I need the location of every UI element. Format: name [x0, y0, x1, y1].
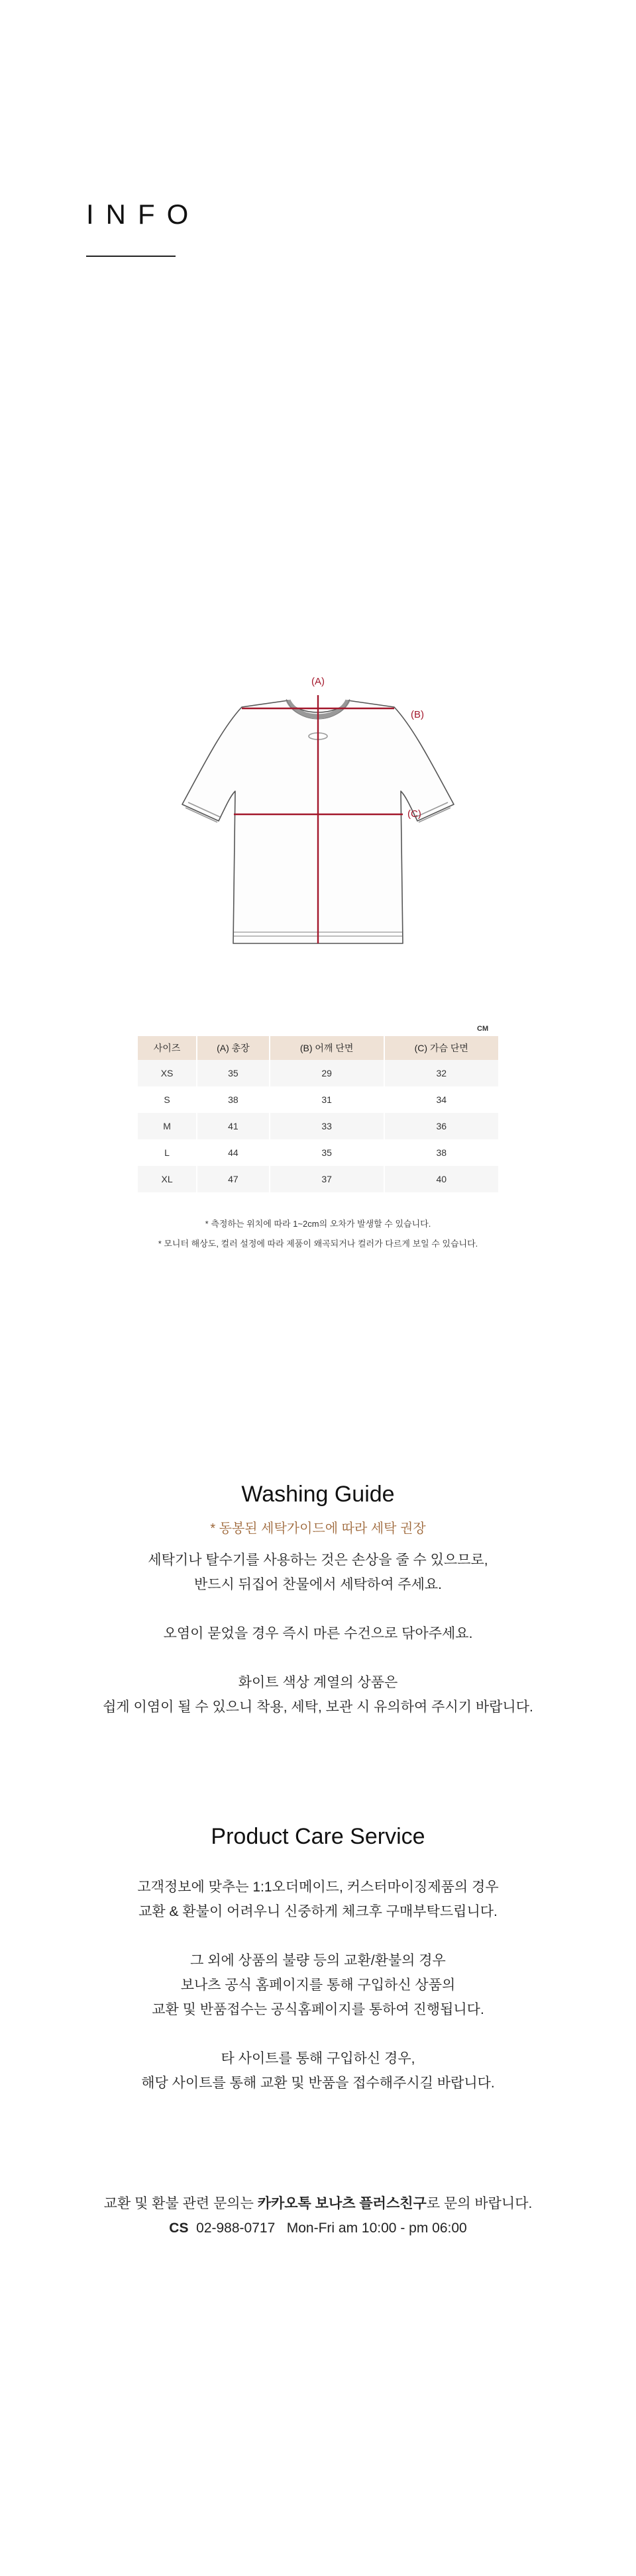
text-line: 교환 & 환불이 어려우니 신중하게 체크후 구매부탁드립니다. [138, 1904, 498, 1919]
unit-label: CM [477, 1025, 489, 1033]
table-cell: 33 [270, 1113, 384, 1139]
size-note-2: * 모니터 해상도, 컬러 설정에 따라 제품이 왜곡되거나 컬러가 다르게 보일 수 있습니다. [158, 1239, 478, 1249]
header-size: 사이즈 [138, 1036, 197, 1060]
product-care-text [0, 1875, 636, 2095]
header-chest: (C) 가슴 단면 [384, 1036, 498, 1060]
cs-label: CS [169, 2220, 189, 2236]
product-care-title: Product Care Service [211, 1824, 425, 1849]
blank-line [0, 2022, 636, 2046]
table-cell: 35 [197, 1060, 270, 1086]
text-line: 화이트 색상 계열의 상품은 [238, 1675, 398, 1690]
table-cell: 32 [384, 1060, 498, 1086]
table-cell: 41 [197, 1113, 270, 1139]
text-line: 세탁기나 탈수기를 사용하는 것은 손상을 줄 수 있으므로, [148, 1552, 488, 1568]
table-row [138, 1113, 498, 1139]
info-title: INFO [86, 199, 201, 230]
blank-line [0, 1924, 636, 1948]
washing-guide-title: Washing Guide [241, 1482, 395, 1507]
header-length: (A) 총장 [197, 1036, 270, 1060]
table-row [138, 1166, 498, 1192]
table-cell: 29 [270, 1060, 384, 1086]
text-line: 보나츠 공식 홈페이지를 통해 구입하신 상품의 [180, 1978, 456, 1993]
table-row [138, 1086, 498, 1113]
table-cell: 38 [197, 1086, 270, 1113]
text-line: 교환 및 반품접수는 공식홈페이지를 통하여 진행됩니다. [152, 2002, 484, 2017]
table-cell: 44 [197, 1139, 270, 1166]
text-line: 쉽게 이염이 될 수 있으니 착용, 세탁, 보관 시 유의하여 주시기 바랍니다. [103, 1699, 533, 1715]
label-a: (A) [311, 676, 325, 687]
size-note-1: * 측정하는 위치에 따라 1~2cm의 오차가 발생할 수 있습니다. [205, 1219, 431, 1229]
table-cell: 36 [384, 1113, 498, 1139]
table-cell: 37 [270, 1166, 384, 1192]
contact-inquiry [0, 2191, 636, 2240]
table-cell: L [138, 1139, 197, 1166]
contact-line [0, 2191, 636, 2216]
text-line: 반드시 뒤집어 찬물에서 세탁하여 주세요. [193, 1577, 443, 1592]
table-cell: M [138, 1113, 197, 1139]
blank-line [0, 1646, 636, 1670]
table-cell: S [138, 1086, 197, 1113]
table-cell: XL [138, 1166, 197, 1192]
table-row [138, 1139, 498, 1166]
contact-suffix: 로 문의 바랍니다. [426, 2196, 533, 2211]
table-cell: 34 [384, 1086, 498, 1113]
table-cell: XS [138, 1060, 197, 1086]
text-line: 해당 사이트를 통해 교환 및 반품을 접수해주시길 바랍니다. [141, 2075, 495, 2091]
text-line: 오염이 묻었을 경우 즉시 마른 수건으로 닦아주세요. [163, 1626, 473, 1641]
label-b: (B) [411, 709, 424, 720]
washing-guide-subtitle: * 동봉된 세탁가이드에 따라 세탁 권장 [210, 1521, 426, 1536]
blank-line [0, 1597, 636, 1621]
table-row [138, 1060, 498, 1086]
text-line: 타 사이트를 통해 구입하신 경우, [221, 2051, 415, 2066]
table-cell: 35 [270, 1139, 384, 1166]
cs-detail: 02-988-0717 Mon-Fri am 10:00 - pm 06:00 [196, 2220, 467, 2236]
info-divider [86, 256, 176, 257]
label-c: (C) [407, 808, 421, 820]
cs-line [0, 2216, 636, 2240]
kakao-channel-name: 카카오톡 보나츠 플러스친구 [257, 2196, 427, 2211]
table-cell: 38 [384, 1139, 498, 1166]
table-cell: 47 [197, 1166, 270, 1192]
table-cell: 31 [270, 1086, 384, 1113]
washing-guide-text [0, 1548, 636, 1719]
contact-prefix: 교환 및 환불 관련 문의는 [103, 2196, 258, 2211]
table-header-row [138, 1036, 498, 1060]
tshirt-measurement-diagram [132, 655, 504, 986]
header-shoulder: (B) 어깨 단면 [270, 1036, 384, 1060]
text-line: 그 외에 상품의 불량 등의 교환/환불의 경우 [190, 1953, 446, 1968]
text-line: 고객정보에 맞추는 1:1오더메이드, 커스터마이징제품의 경우 [137, 1880, 499, 1895]
table-cell: 40 [384, 1166, 498, 1192]
size-table [138, 1036, 498, 1192]
